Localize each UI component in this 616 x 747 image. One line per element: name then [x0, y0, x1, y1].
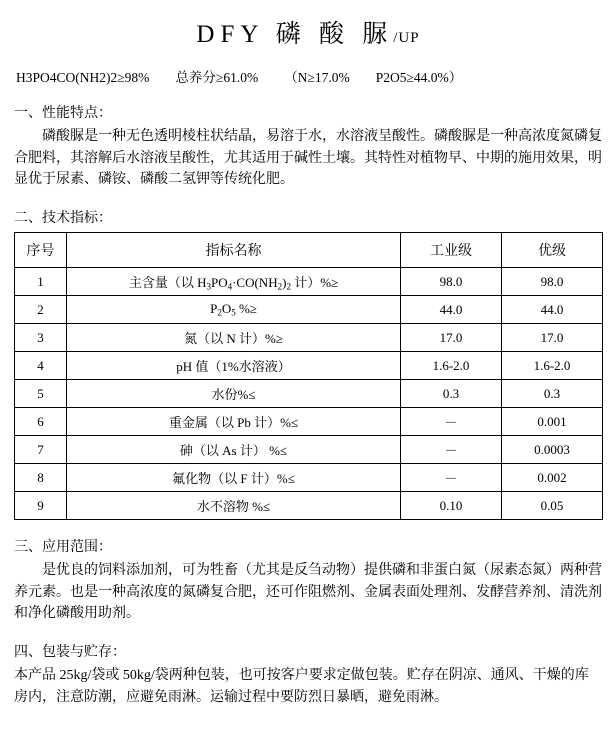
section-heading-application: 三、应用范围： [14, 540, 112, 556]
cell-no: 2 [15, 296, 67, 324]
cell-indicator-name: 水不溶物 %≤ [67, 492, 401, 520]
section-body-application [14, 560, 602, 625]
table-row [15, 352, 603, 380]
cell-industrial-grade: 44.0 [401, 296, 502, 324]
section-heading-packaging: 四、包装与贮存： [14, 645, 126, 661]
specifications-table [14, 232, 603, 520]
cell-premium-grade: 1.6-2.0 [502, 352, 603, 380]
table-header-no: 序号 [15, 233, 67, 268]
cell-no: 7 [15, 436, 67, 464]
table-header-premium: 优级 [502, 233, 603, 268]
table-header-industrial: 工业级 [401, 233, 502, 268]
table-row [15, 268, 603, 296]
cell-no: 8 [15, 464, 67, 492]
section-body-performance-text: 磷酸脲是一种无色透明棱柱状结晶，易溶于水，水溶液呈酸性。磷酸脲是一种高浓度氮磷复合肥料，其溶解后水溶液呈酸性，尤其适用于碱性土壤。其特性对植物早、中期的施用效果，明显优于尿素、磷铵、磷酸二氢钾等传统化肥。 [14, 129, 602, 188]
formula-part-1: H3PO4CO(NH2)2≥98% [16, 70, 150, 85]
cell-indicator-name: pH 值（1%水溶液） [67, 352, 401, 380]
section-heading-specs: 二、技术指标： [14, 211, 112, 227]
cell-premium-grade: 0.3 [502, 380, 603, 408]
section-heading-performance: 一、性能特点： [14, 106, 112, 121]
cell-no: 6 [15, 408, 67, 436]
cell-indicator-name: 重金属（以 Pb 计）%≤ [67, 408, 401, 436]
cell-industrial-grade: － [401, 464, 502, 492]
formula-line [14, 66, 602, 86]
cell-industrial-grade: 98.0 [401, 268, 502, 296]
section-body-application-text: 是优良的饲料添加剂，可为牲畜（尤其是反刍动物）提供磷和非蛋白氮（尿素态氮）两种营养元素。也是一种高浓度的氮磷复合肥，还可作阻燃剂、金属表面处理剂、发酵营养剂、清洗剂和净化磷酸用助剂。 [14, 563, 602, 622]
cell-industrial-grade: 0.10 [401, 492, 502, 520]
section-body-performance [14, 126, 602, 191]
cell-indicator-name: 砷（以 As 计） %≤ [67, 436, 401, 464]
cell-indicator-name: 水份%≤ [67, 380, 401, 408]
table-header-name: 指标名称 [67, 233, 401, 268]
formula-part-3: （N≥17.0% [284, 70, 350, 85]
cell-no: 9 [15, 492, 67, 520]
cell-industrial-grade: 1.6-2.0 [401, 352, 502, 380]
cell-premium-grade: 98.0 [502, 268, 603, 296]
page-title-sub: /UP [393, 30, 420, 46]
section-body-packaging-text: 本产品 25kg/袋或 50kg/袋两种包装，也可按客户要求定做包装。贮存在阴凉、通风、干燥的库房内，注意防潮，应避免雨淋。运输过程中要防烈日暴晒，避免雨淋。 [14, 668, 589, 705]
cell-premium-grade: 17.0 [502, 324, 603, 352]
cell-no: 3 [15, 324, 67, 352]
cell-premium-grade: 0.0003 [502, 436, 603, 464]
cell-industrial-grade: 0.3 [401, 380, 502, 408]
cell-premium-grade: 0.001 [502, 408, 603, 436]
table-row [15, 408, 603, 436]
formula-part-4: P2O5≥44.0%） [375, 70, 463, 85]
cell-no: 5 [15, 380, 67, 408]
formula-part-2: 总养分≥61.0% [175, 70, 259, 85]
cell-indicator-name: 氮（以 N 计）%≥ [67, 324, 401, 352]
section-body-packaging [14, 665, 602, 708]
cell-no: 1 [15, 268, 67, 296]
table-row [15, 436, 603, 464]
table-row [15, 380, 603, 408]
cell-premium-grade: 0.05 [502, 492, 603, 520]
table-row [15, 324, 603, 352]
cell-industrial-grade: － [401, 436, 502, 464]
table-row [15, 296, 603, 324]
cell-no: 4 [15, 352, 67, 380]
cell-indicator-name: $P_2O_5$ %≥ [67, 296, 401, 324]
table-row [15, 492, 603, 520]
page-title [14, 14, 602, 50]
table-header-row [15, 233, 603, 268]
cell-premium-grade: 44.0 [502, 296, 603, 324]
cell-premium-grade: 0.002 [502, 464, 603, 492]
cell-indicator-name: 主含量（以 $H_3PO_4\cdot CO(NH_2)_2$ 计）%≥ [67, 268, 401, 296]
cell-indicator-name: 氟化物（以 F 计）%≤ [67, 464, 401, 492]
page-title-main: DFY 磷 酸 脲 [196, 21, 394, 48]
cell-industrial-grade: 17.0 [401, 324, 502, 352]
cell-industrial-grade: － [401, 408, 502, 436]
table-row [15, 464, 603, 492]
